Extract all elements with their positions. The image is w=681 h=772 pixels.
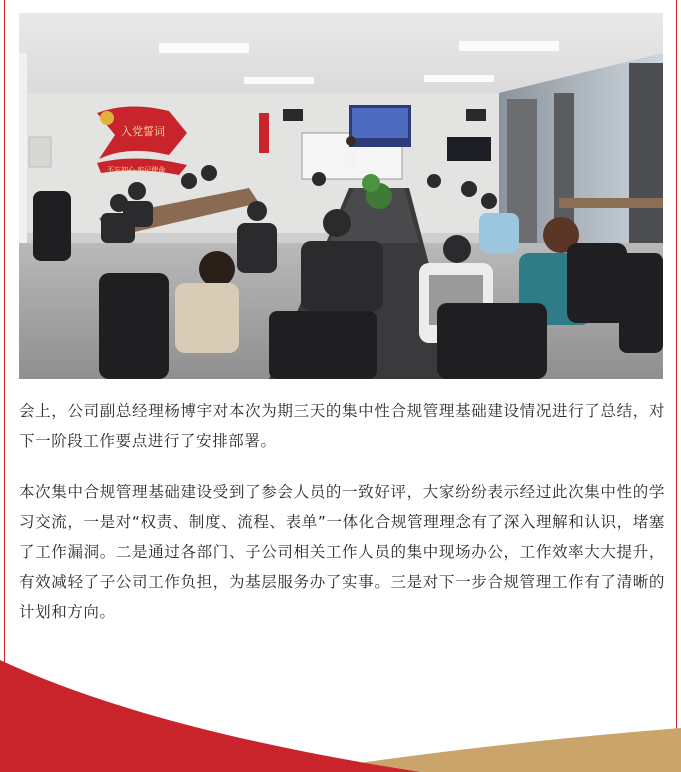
meeting-photo xyxy=(19,13,663,379)
banner-title: 入党誓词 xyxy=(121,125,165,138)
article-body xyxy=(19,396,665,648)
paragraph-1: 会上，公司副总经理杨博宇对本次为期三天的集中性合规管理基础建设情况进行了总结，对下一阶段工作要点进行了安排部署。 xyxy=(19,402,665,450)
footer-decoration xyxy=(0,650,681,772)
banner-slogan: 不忘初心 牢记使命 xyxy=(107,166,166,174)
paragraph-2: 本次集中合规管理基础建设受到了参会人员的一致好评，大家纷纷表示经过此次集中性的学习交流，一是对“权责、制度、流程、表单”一体化合规管理理念有了深入理解和认识，堵塞了工作漏洞。二是通过各部门、子公司相关工作人员的集中现场办公，工作效率大大提升，有效减轻了子公司工作负担，为基层服务办了实事。三是对下一步合规管理工作有了清晰的计划和方向。 xyxy=(19,483,665,621)
